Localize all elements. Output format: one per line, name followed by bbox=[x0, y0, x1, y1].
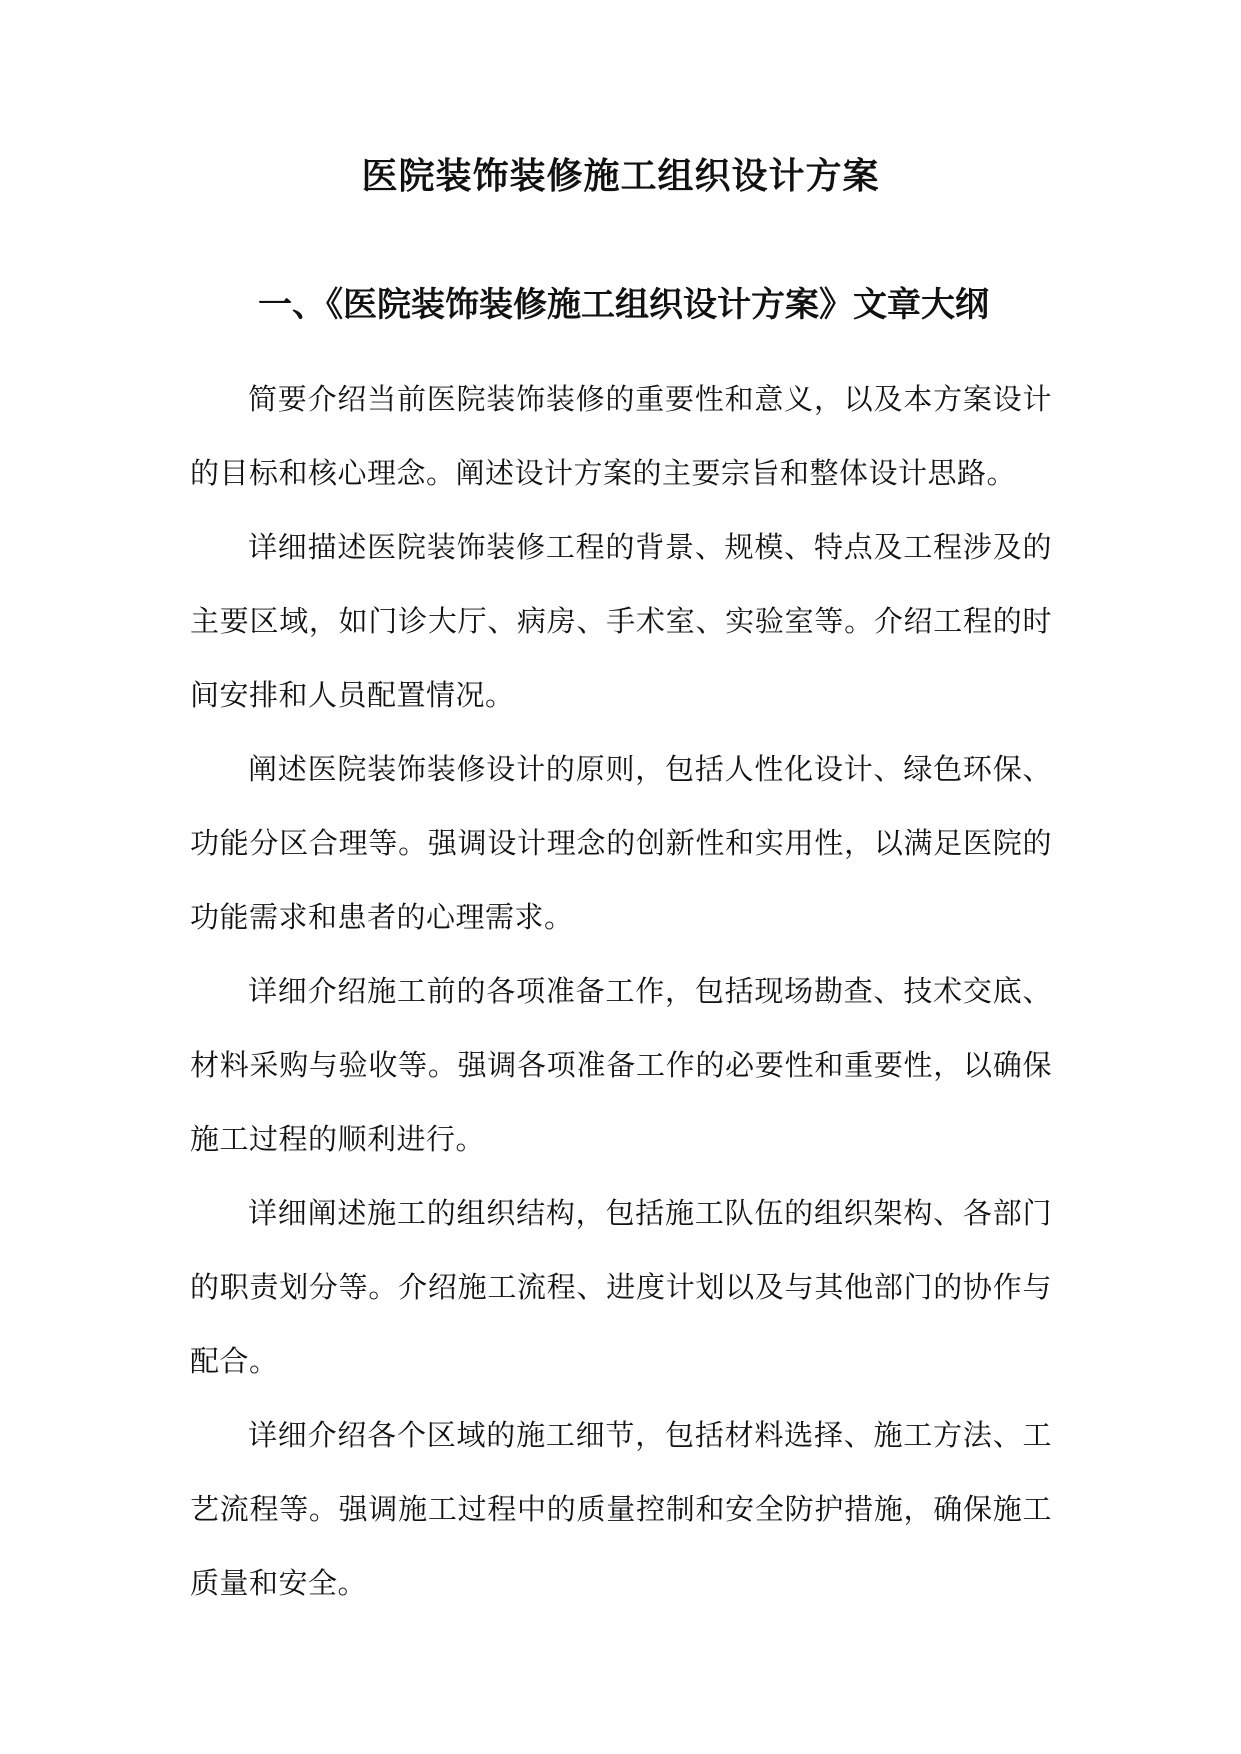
section-heading: 一、《医院装饰装修施工组织设计方案》文章大纲 bbox=[258, 285, 989, 325]
paragraph-preparation: 详细介绍施工前的各项准备工作，包括现场勘查、技术交底、材料采购与验收等。强调各项准备工作的必要性和重要性，以确保施工过程的顺利进行。 bbox=[190, 974, 1052, 1156]
paragraph-construction-details: 详细介绍各个区域的施工细节，包括材料选择、施工方法、工艺流程等。强调施工过程中的质量控制和安全防护措施，确保施工质量和安全。 bbox=[190, 1418, 1052, 1600]
document-body bbox=[190, 362, 1052, 1620]
paragraph-project-overview: 详细描述医院装饰装修工程的背景、规模、特点及工程涉及的主要区域，如门诊大厅、病房、手术室、实验室等。介绍工程的时间安排和人员配置情况。 bbox=[190, 530, 1052, 712]
paragraph-organization: 详细阐述施工的组织结构，包括施工队伍的组织架构、各部门的职责划分等。介绍施工流程、进度计划以及与其他部门的协作与配合。 bbox=[190, 1196, 1052, 1378]
paragraph-design-principles: 阐述医院装饰装修设计的原则，包括人性化设计、绿色环保、功能分区合理等。强调设计理念的创新性和实用性，以满足医院的功能需求和患者的心理需求。 bbox=[190, 752, 1052, 934]
document-title: 医院装饰装修施工组织设计方案 bbox=[361, 155, 880, 197]
paragraph-introduction: 简要介绍当前医院装饰装修的重要性和意义，以及本方案设计的目标和核心理念。阐述设计方案的主要宗旨和整体设计思路。 bbox=[190, 382, 1052, 490]
